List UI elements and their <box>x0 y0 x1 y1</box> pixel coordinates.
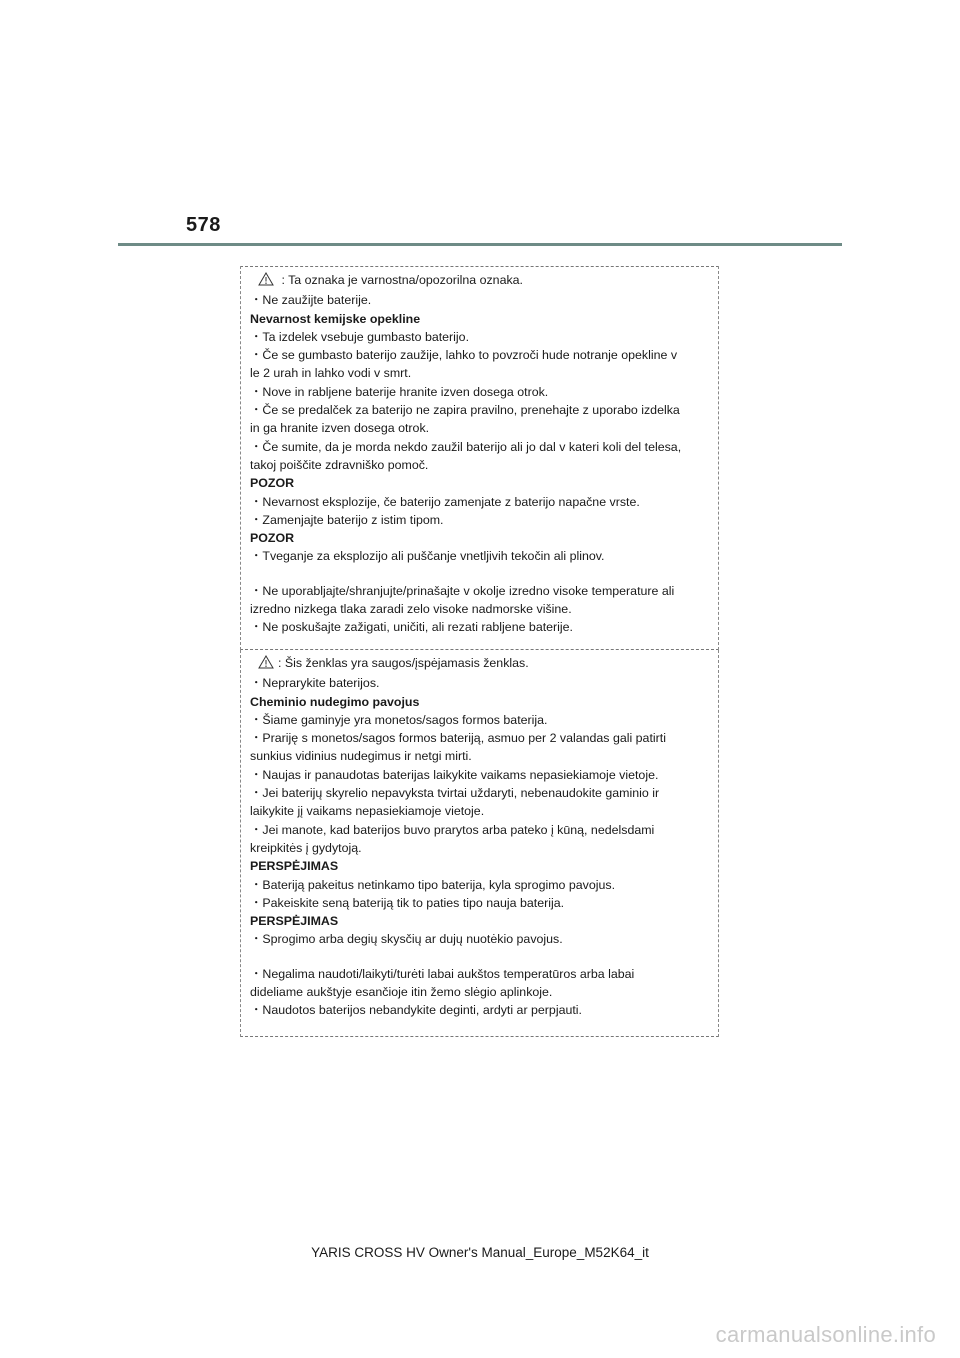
subheading: Cheminio nudegimo pavojus <box>250 694 420 709</box>
text-line: ・Ne poskušajte zažigati, uničiti, ali rezati rabljene baterije. <box>250 620 574 635</box>
text-line: ・Sprogimo arba degių skysčių ar dujų nuotėkio pavojus. <box>250 932 563 947</box>
text-line: ・Bateriją pakeitus netinkamo tipo baterija, kyla sprogimo pavojus. <box>250 877 616 892</box>
watermark: carmanualsonline.info <box>715 1322 936 1347</box>
text-line: ・Negalima naudoti/laikyti/turėti labai aukštos temperatūros arba labai <box>250 966 635 981</box>
text-line: ・Zamenjajte baterijo z istim tipom. <box>250 512 444 527</box>
text-line: ・Ne zaužijte baterije. <box>250 293 372 308</box>
text-line: in ga hranite izven dosega otrok. <box>250 421 430 436</box>
text-line: ・Ne uporabljajte/shranjujte/prinašajte v okolje izredno visoke temperature ali <box>250 583 675 598</box>
warning-triangle-icon <box>258 272 274 291</box>
caution-heading: POZOR <box>250 476 295 491</box>
text-line: laikykite jį vaikams nepasiekiamoje vietoje. <box>250 804 485 819</box>
text-line: ・Tveganje za eksplozijo ali puščanje vnetljivih tekočin ali plinov. <box>250 549 605 564</box>
header-rule <box>118 243 842 246</box>
warning-label-line <box>250 271 704 291</box>
text-line: ・Naujas ir panaudotas baterijas laikykite vaikams nepasiekiamoje vietoje. <box>250 767 659 782</box>
text-line: ・Pakeiskite seną bateriją tik to paties tipo nauja baterija. <box>250 895 565 910</box>
caution-heading: POZOR <box>250 531 295 546</box>
text-line: dideliame aukštyje esančioje itin žemo slėgio aplinkoje. <box>250 985 553 1000</box>
text-line: ・Če sumite, da je morda nekdo zaužil baterijo ali jo dal v kateri koli del telesa, <box>250 439 682 454</box>
text-line: ・Ta izdelek vsebuje gumbasto baterijo. <box>250 329 470 344</box>
text-line: ・Neprarykite baterijos. <box>250 676 380 691</box>
page-number: 578 <box>186 214 221 236</box>
text-line: kreipkitės į gydytoją. <box>250 840 362 855</box>
text-line: le 2 urah in lahko vodi v smrt. <box>250 366 412 381</box>
slovenian-warning-box <box>240 266 719 650</box>
manual-footer: YARIS CROSS HV Owner's Manual_Europe_M52K64_it <box>311 1245 649 1260</box>
text-line: ・Če se gumbasto baterijo zaužije, lahko to povzroči hude notranje opekline v <box>250 348 678 363</box>
text-line: ・Šiame gaminyje yra monetos/sagos formos baterija. <box>250 712 548 727</box>
warning-triangle-icon <box>258 655 274 674</box>
caution-heading: PERSPĖJIMAS <box>250 859 339 874</box>
lithuanian-warning-box <box>240 650 719 1037</box>
text-line: ・Če se predalček za baterijo ne zapira pravilno, prenehajte z uporabo izdelka <box>250 403 680 418</box>
spacer <box>250 949 704 965</box>
text-line: ・Jei baterijų skyrelio nepavyksta tvirtai uždaryti, nebenaudokite gaminio ir <box>250 786 660 801</box>
spacer <box>250 566 704 582</box>
text-line: ・Nevarnost eksplozije, če baterijo zamenjate z baterijo napačne vrste. <box>250 494 640 509</box>
text-line: takoj poiščite zdravniško pomoč. <box>250 457 429 472</box>
warning-label-text: : Šis ženklas yra saugos/įspėjamasis ženklas. <box>278 656 529 670</box>
text-line: ・Nove in rabljene baterije hranite izven dosega otrok. <box>250 384 549 399</box>
warning-label-text: : Ta oznaka je varnostna/opozorilna oznaka. <box>278 273 523 287</box>
text-line: ・Naudotos baterijos nebandykite deginti, ardyti ar perpjauti. <box>250 1003 582 1018</box>
text-line: ・Jei manote, kad baterijos buvo prarytos arba pateko į kūną, nedelsdami <box>250 822 655 837</box>
text-line: sunkius vidinius nudegimus ir netgi mirti. <box>250 749 472 764</box>
warning-label-line <box>250 654 704 674</box>
text-line: izredno nizkega tlaka zaradi zelo visoke nadmorske višine. <box>250 602 572 617</box>
subheading: Nevarnost kemijske opekline <box>250 311 421 326</box>
text-line: ・Prariję s monetos/sagos formos bateriją, asmuo per 2 valandas gali patirti <box>250 731 666 746</box>
caution-heading: PERSPĖJIMAS <box>250 914 339 929</box>
